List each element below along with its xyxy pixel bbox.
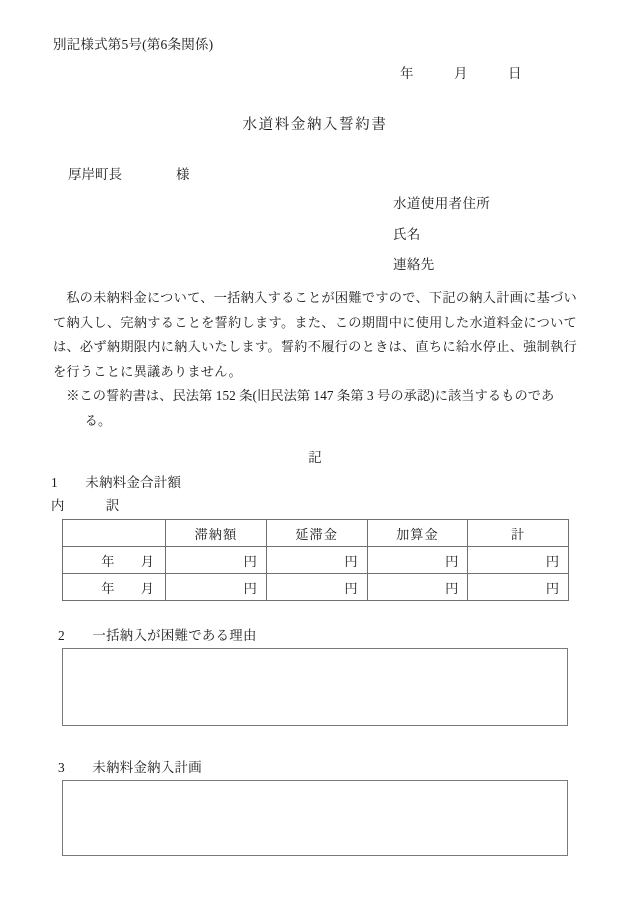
row-1-period[interactable]: 年 月: [63, 547, 166, 574]
date-line: 年 月 日: [400, 66, 522, 81]
table-row: [63, 547, 569, 574]
ki-marker: 記: [308, 450, 322, 465]
party-fields: [393, 192, 490, 273]
field-user-name: 氏名: [393, 226, 421, 242]
legal-note-main: ※この誓約書は、民法第 152 条(旧民法第 147 条第 3 号の承認)に該当するものであ: [66, 388, 555, 403]
form-code: 別記様式第5号(第6条関係): [53, 37, 214, 52]
field-user-address: 水道使用者住所: [393, 196, 491, 211]
body-block: [53, 286, 577, 433]
row-1-total[interactable]: 円: [468, 547, 569, 574]
table-header-late-fee: 延滞金: [266, 520, 367, 547]
addressee-line: 厚岸町長 様: [68, 167, 190, 182]
row-2-period[interactable]: 年 月: [63, 574, 166, 601]
pledge-paragraph: 私の未納料金について、一括納入することが困難ですので、下記の納入計画に基づいて納入し、完納することを誓約します。また、この期間中に使用した水道料金については、必ず納期限内に納入いたします。誓約不履行のときは、直ちに給水停止、強制執行を行うことに異議ありません。: [53, 290, 577, 379]
row-1-arrears[interactable]: 円: [166, 547, 267, 574]
table-row: [63, 574, 569, 601]
row-2-late-fee[interactable]: 円: [266, 574, 367, 601]
legal-note: [53, 384, 577, 433]
table-header-period: [63, 520, 166, 547]
row-1-surcharge[interactable]: 円: [367, 547, 468, 574]
field-user-contact: 連絡先: [393, 257, 435, 272]
row-1-late-fee[interactable]: 円: [266, 547, 367, 574]
table-header-surcharge: 加算金: [367, 520, 468, 547]
section-1-subheading: 内 訳: [51, 498, 120, 513]
page-title: 水道料金納入誓約書: [242, 117, 388, 133]
row-2-arrears[interactable]: 円: [166, 574, 267, 601]
table-header-total: 計: [468, 520, 569, 547]
row-2-total[interactable]: 円: [468, 574, 569, 601]
legal-note-continuation: る。: [84, 412, 112, 428]
table-header-arrears: 滞納額: [166, 520, 267, 547]
section-2-entry-box[interactable]: [62, 648, 568, 726]
section-1-heading: 1 未納料金合計額: [51, 475, 182, 490]
section-3-entry-box[interactable]: [62, 780, 568, 856]
row-2-surcharge[interactable]: 円: [367, 574, 468, 601]
section-3-heading: 3 未納料金納入計画: [58, 760, 202, 775]
breakdown-table: [62, 519, 569, 601]
section-2-heading: 2 一括納入が困難である理由: [58, 628, 257, 643]
table-header-row: [63, 520, 569, 547]
